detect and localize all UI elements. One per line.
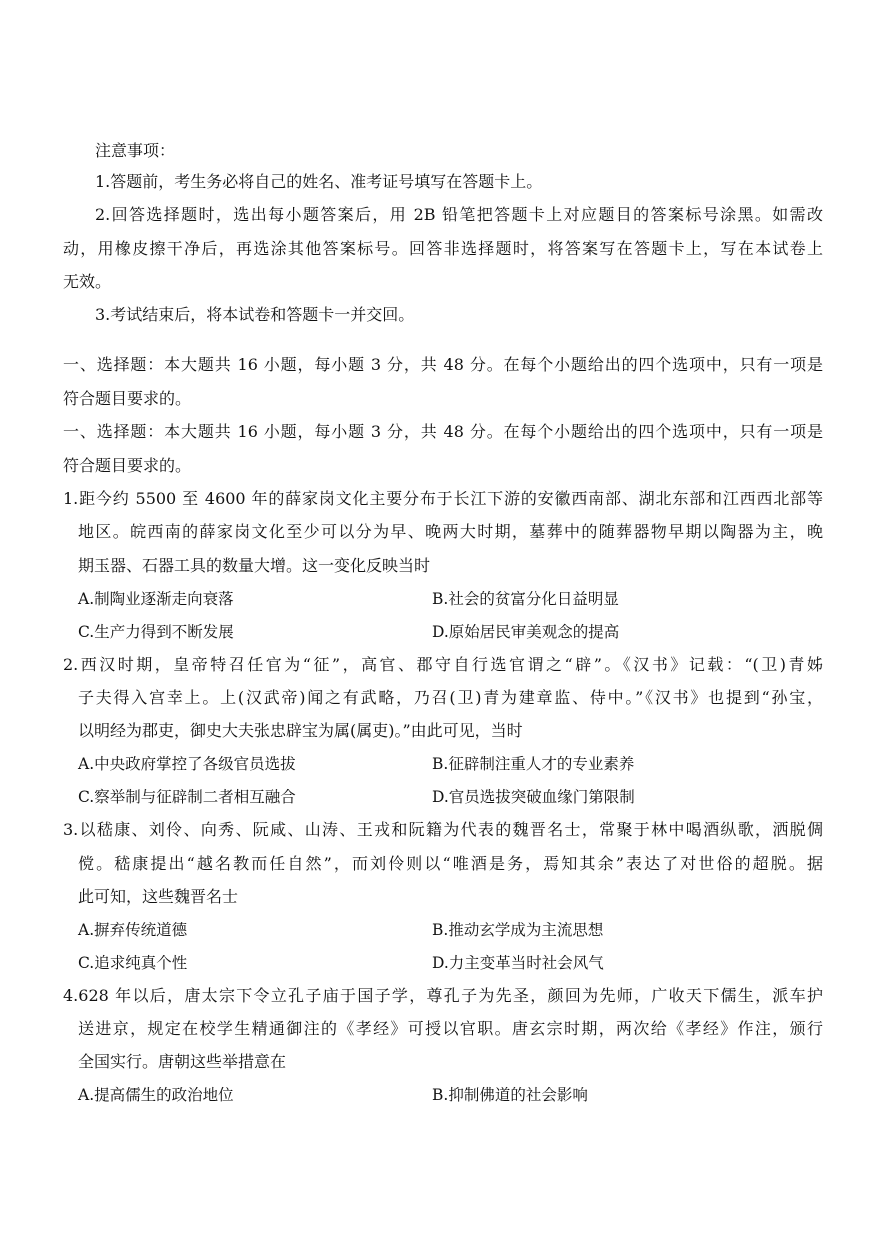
question-1-line-3: 期玉器、石器工具的数量大增。这一变化反映当时 — [78, 556, 431, 575]
question-2-line-2: 子夫得入宫幸上。上(汉武帝)闻之有武略，乃召(卫)青为建章监、侍中。”《汉书》也提到“孙宝， — [78, 688, 823, 707]
question-1-option-b[interactable]: B.社会的贫富分化日益明显 — [432, 590, 619, 608]
question-1-line-1: 1.距今约 5500 至 4600 年的薛家岗文化主要分布于长江下游的安徽西南部、湖北东部和江西西北部等 — [63, 489, 823, 508]
question-4-line-3: 全国实行。唐朝这些举措意在 — [78, 1052, 287, 1071]
question-3-option-d[interactable]: D.力主变革当时社会风气 — [432, 954, 604, 972]
notice-item-2-line-2: 动，用橡皮擦干净后，再选涂其他答案标号。回答非选择题时，将答案写在答题卡上，写在本试卷上 — [63, 239, 823, 258]
question-1-option-a[interactable]: A.制陶业逐渐走向衰落 — [78, 590, 234, 608]
question-3-option-b[interactable]: B.推动玄学成为主流思想 — [432, 921, 604, 939]
section-heading-line-1: 一、选择题：本大题共 16 小题，每小题 3 分，共 48 分。在每个小题给出的四个选项中，只有一项是 — [63, 355, 823, 374]
section-heading-repeat-line-1: 一、选择题：本大题共 16 小题，每小题 3 分，共 48 分。在每个小题给出的四个选项中，只有一项是 — [63, 422, 823, 441]
question-2-line-1: 2.西汉时期，皇帝特召任官为“征”，高官、郡守自行选官谓之“辟”。《汉书》记载：“(卫)青姊 — [63, 655, 823, 674]
question-2-option-a[interactable]: A.中央政府掌控了各级官员选拔 — [78, 755, 296, 773]
question-1-option-c[interactable]: C.生产力得到不断发展 — [78, 623, 234, 641]
question-2-option-d[interactable]: D.官员选拔突破血缘门第限制 — [432, 788, 635, 806]
question-2-option-c[interactable]: C.察举制与征辟制二者相互融合 — [78, 788, 296, 806]
question-1-line-2: 地区。皖西南的薛家岗文化至少可以分为早、晚两大时期，墓葬中的随葬器物早期以陶器为主，晚 — [78, 522, 823, 541]
question-3-line-1: 3.以嵇康、刘伶、向秀、阮咸、山涛、王戎和阮籍为代表的魏晋名士，常聚于林中喝酒纵歌，洒脱倜 — [63, 820, 823, 839]
notice-item-1: 1.答题前，考生务必将自己的姓名、准考证号填写在答题卡上。 — [95, 172, 543, 191]
question-3-line-3: 此可知，这些魏晋名士 — [78, 887, 239, 906]
question-2-option-b[interactable]: B.征辟制注重人才的专业素养 — [432, 755, 635, 773]
notice-item-3: 3.考试结束后，将本试卷和答题卡一并交回。 — [95, 305, 415, 324]
question-4-option-a[interactable]: A.提高儒生的政治地位 — [78, 1086, 234, 1104]
section-heading-line-2: 符合题目要求的。 — [63, 389, 192, 408]
question-2-line-3: 以明经为郡吏，御史大夫张忠辟宝为属(属吏)。”由此可见，当时 — [78, 721, 523, 740]
question-3-line-2: 傥。嵇康提出“越名教而任自然”，而刘伶则以“唯酒是务，焉知其余”表达了对世俗的超脱。据 — [78, 854, 823, 873]
question-4-line-1: 4.628 年以后，唐太宗下令立孔子庙于国子学，尊孔子为先圣，颜回为先师，广收天下儒生，派车护 — [63, 986, 823, 1005]
question-4-option-b[interactable]: B.抑制佛道的社会影响 — [432, 1086, 588, 1104]
question-1-option-d[interactable]: D.原始居民审美观念的提高 — [432, 623, 620, 641]
notice-title: 注意事项： — [95, 141, 176, 160]
notice-item-2-line-3: 无效。 — [63, 272, 112, 291]
section-heading-repeat-line-2: 符合题目要求的。 — [63, 456, 192, 475]
notice-item-2-line-1: 2.回答选择题时，选出每小题答案后，用 2B 铅笔把答题卡上对应题目的答案标号涂黑。如需改 — [95, 205, 823, 224]
question-4-line-2: 送进京，规定在校学生精通御注的《孝经》可授以官职。唐玄宗时期，两次给《孝经》作注，颁行 — [78, 1019, 823, 1038]
question-3-option-c[interactable]: C.追求纯真个性 — [78, 954, 188, 972]
question-3-option-a[interactable]: A.摒弃传统道德 — [78, 921, 188, 939]
